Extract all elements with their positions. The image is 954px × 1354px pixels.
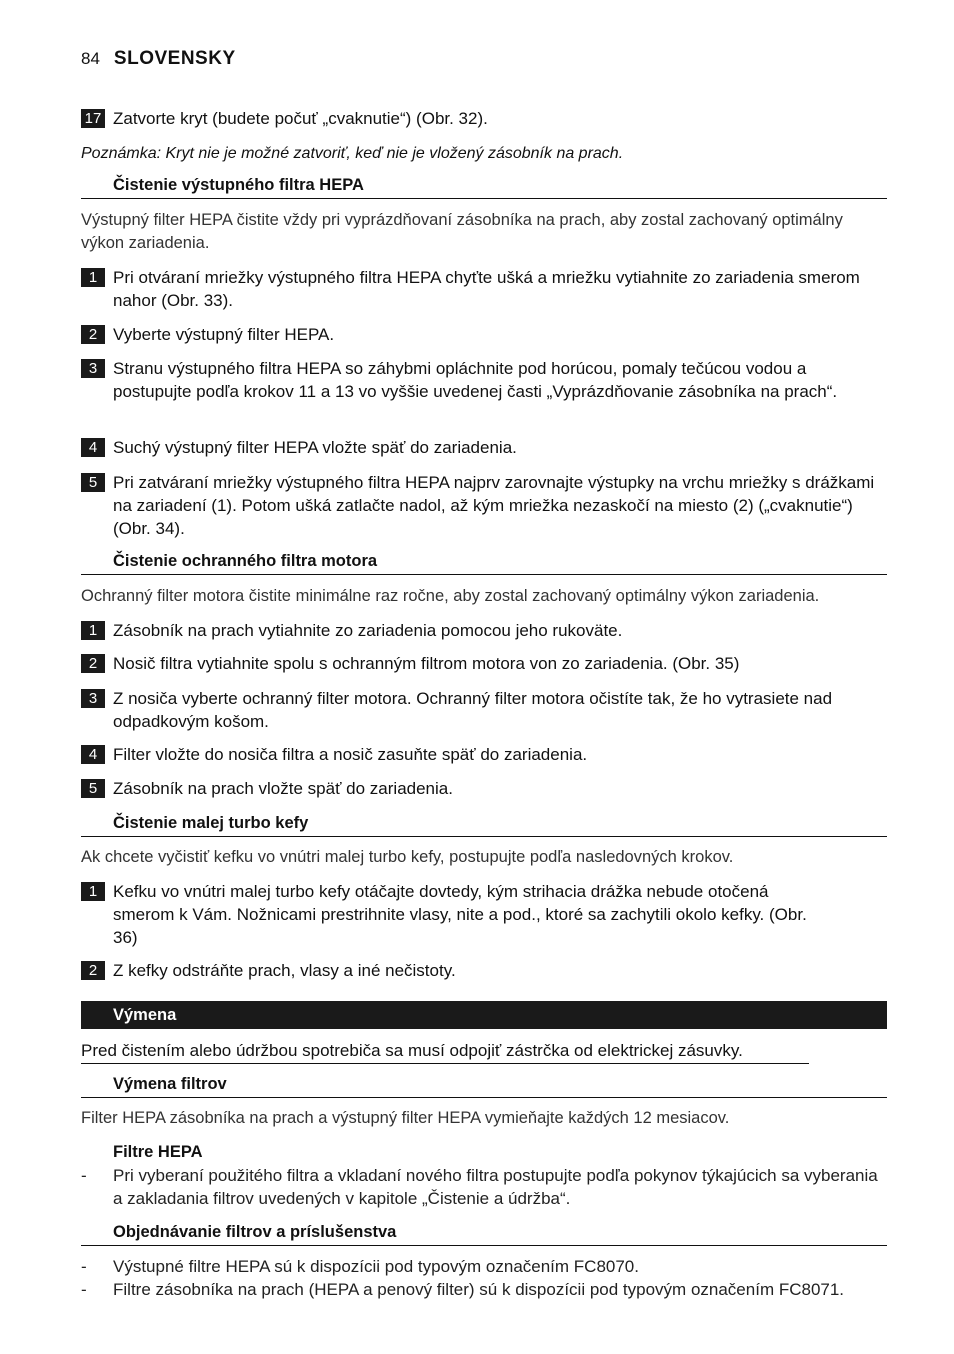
step-number: 1 bbox=[81, 621, 105, 640]
note: Poznámka: Kryt nie je možné zatvoriť, keď nie je vložený zásobník na prach. bbox=[81, 145, 624, 162]
motor-step-4 bbox=[81, 743, 887, 766]
hepa-step-1 bbox=[81, 266, 887, 312]
section-title: Čistenie malej turbo kefy bbox=[113, 814, 309, 832]
chapter-heading-bar bbox=[81, 1001, 887, 1029]
step-number: 3 bbox=[81, 689, 105, 708]
language-heading: SLOVENSKY bbox=[113, 48, 236, 69]
step-text: Filter vložte do nosiča filtra a nosič zasuňte späť do zariadenia. bbox=[113, 745, 588, 764]
section-intro-filters: Filter HEPA zásobníka na prach a výstupný filter HEPA vymieňajte každých 12 mesiacov. bbox=[81, 1109, 730, 1127]
step-text: Nosič filtra vytiahnite spolu s ochranným filtrom motora von zo zariadenia. (Obr. 35) bbox=[113, 654, 740, 673]
section-heading-filters bbox=[81, 1073, 887, 1098]
step-text: Vyberte výstupný filter HEPA. bbox=[113, 325, 335, 344]
step-number: 2 bbox=[81, 325, 105, 344]
list-item bbox=[81, 1164, 889, 1210]
motor-step-5 bbox=[81, 777, 887, 800]
motor-step-1 bbox=[81, 619, 887, 642]
step-text: Pri otváraní mriežky výstupného filtra HEPA chyťte ušká a mriežku vytiahnite zo zariadenia smerom nahor (Obr. 33). bbox=[113, 268, 860, 310]
list-item-text: Filtre zásobníka na prach (HEPA a penový filter) sú k dispozícii pod typovým označením FC8071. bbox=[113, 1280, 845, 1299]
step-text: Stranu výstupného filtra HEPA so záhybmi opláchnite pod horúcou, pomaly tečúcou vodou a postupujte podľa krokov 11 a 13 vo vyššie uvedenej časti „Vyprázdňovanie zásobníka na prach“. bbox=[113, 359, 838, 401]
section-title: Výmena filtrov bbox=[113, 1075, 227, 1093]
step-text: Zásobník na prach vložte späť do zariadenia. bbox=[113, 779, 453, 798]
section-title: Čistenie ochranného filtra motora bbox=[113, 552, 378, 570]
step-number: 2 bbox=[81, 654, 105, 673]
hepa-step-4 bbox=[81, 436, 887, 459]
list-item-text: Pri vyberaní použitého filtra a vkladaní nového filtra postupujte podľa pokynov týkajúcich sa vyberania a zakladania filtrov uvedených v kapitole „Čistenie a údržba“. bbox=[113, 1166, 878, 1208]
list-dash: - bbox=[81, 1280, 87, 1299]
hepa-step-2 bbox=[81, 323, 887, 346]
step-17 bbox=[81, 107, 887, 130]
section-heading-motor bbox=[81, 550, 887, 575]
page-number: 84 bbox=[81, 49, 100, 68]
step-text: Z kefky odstráňte prach, vlasy a iné nečistoty. bbox=[113, 961, 456, 980]
step-number: 5 bbox=[81, 473, 105, 492]
step-text: Z nosiča vyberte ochranný filter motora. Ochranný filter motora očistíte tak, že ho vytrasiete nad odpadkovým košom. bbox=[113, 689, 833, 731]
step-text: Zásobník na prach vytiahnite zo zariadenia pomocou jeho rukoväte. bbox=[113, 621, 623, 640]
section-intro-turbo: Ak chcete vyčistiť kefku vo vnútri malej turbo kefy, postupujte podľa nasledovných krokov. bbox=[81, 848, 734, 866]
list-item bbox=[81, 1278, 889, 1301]
list-dash: - bbox=[81, 1257, 87, 1276]
step-number: 1 bbox=[81, 882, 105, 901]
step-text: Suchý výstupný filter HEPA vložte späť do zariadenia. bbox=[113, 438, 517, 457]
list-dash: - bbox=[81, 1166, 87, 1185]
subheading-hepa-filters: Filtre HEPA bbox=[113, 1143, 203, 1161]
motor-step-2 bbox=[81, 652, 887, 675]
turbo-step-1 bbox=[81, 880, 887, 949]
step-number: 4 bbox=[81, 438, 105, 457]
step-text: Pri zatváraní mriežky výstupného filtra HEPA najprv zarovnajte výstupky na vrchu mriežky s drážkami na zariadení (1). Potom ušká zatlačte nadol, až kým mriežka nezaskočí na miesto (2) („cvaknutie“) (Obr. 34). bbox=[113, 473, 875, 538]
page-header bbox=[81, 47, 236, 73]
step-number: 1 bbox=[81, 268, 105, 287]
warning-text: Pred čistením alebo údržbou spotrebiča sa musí odpojiť zástrčka od elektrickej zásuvky. bbox=[81, 1039, 809, 1064]
motor-step-3 bbox=[81, 687, 887, 733]
step-number: 4 bbox=[81, 745, 105, 764]
section-heading-turbo bbox=[81, 812, 887, 837]
list-item-text: Výstupné filtre HEPA sú k dispozícii pod typovým označením FC8070. bbox=[113, 1257, 639, 1276]
step-number: 3 bbox=[81, 359, 105, 378]
step-text: Zatvorte kryt (budete počuť „cvaknutie“) (Obr. 32). bbox=[113, 109, 488, 128]
section-title: Objednávanie filtrov a príslušenstva bbox=[113, 1223, 397, 1241]
chapter-title: Výmena bbox=[113, 1006, 177, 1024]
list-item bbox=[81, 1255, 889, 1278]
step-number: 17 bbox=[81, 109, 105, 128]
section-heading-hepa bbox=[81, 174, 887, 199]
hepa-step-3 bbox=[81, 357, 887, 403]
step-number: 5 bbox=[81, 779, 105, 798]
section-title: Čistenie výstupného filtra HEPA bbox=[113, 176, 364, 194]
section-heading-ordering bbox=[81, 1221, 887, 1246]
step-text: Kefku vo vnútri malej turbo kefy otáčajte dovtedy, kým strihacia drážka nebude otočená smerom k Vám. Nožnicami prestrihnite vlasy, nite a pod., ktoré sa zachytili okolo kefky. (Obr. 36) bbox=[113, 882, 807, 947]
hepa-step-5 bbox=[81, 471, 887, 540]
turbo-step-2 bbox=[81, 959, 887, 982]
step-number: 2 bbox=[81, 961, 105, 980]
section-intro-motor: Ochranný filter motora čistite minimálne raz ročne, aby zostal zachovaný optimálny výkon zariadenia. bbox=[81, 587, 820, 605]
section-intro-hepa: Výstupný filter HEPA čistite vždy pri vyprázdňovaní zásobníka na prach, aby zostal zachovaný optimálny výkon zariadenia. bbox=[81, 211, 843, 252]
